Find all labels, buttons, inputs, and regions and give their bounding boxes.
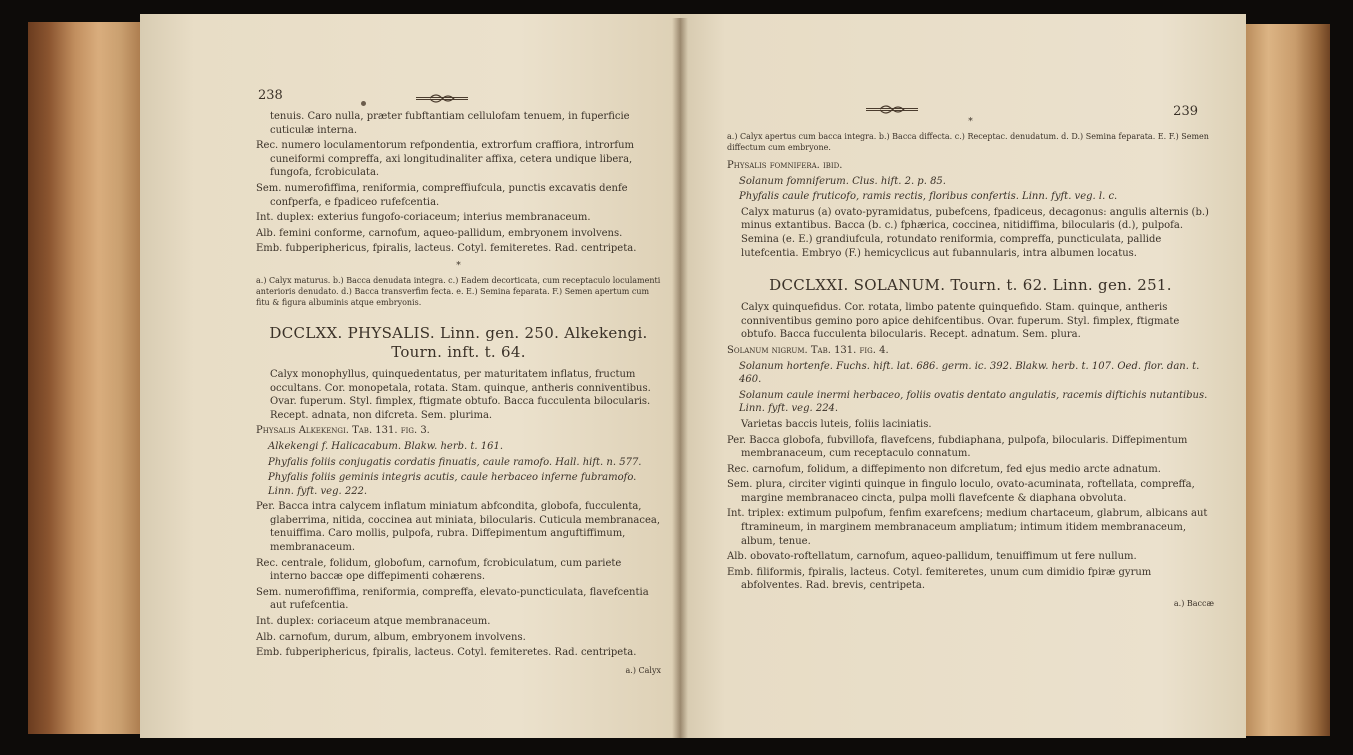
- right-page: [680, 14, 1246, 738]
- page-number: 239: [1173, 104, 1198, 119]
- ink-spot: [361, 101, 366, 106]
- text-line: Alb. femini conforme, carnofum, aqueo-pallidum, embryonem involvens.: [256, 227, 623, 239]
- citation: Solanum fomniferum. Clus. hift. 2. p. 85.: [739, 175, 946, 187]
- text-line: Rec. numero loculamentorum refpondentia, extrorfum craffiora, introrfum cuneiformi compreffa, axi longitudinaliter affixa, cetera undique libera, fungofa, fcrobiculata.: [256, 140, 634, 179]
- page-number: 238: [258, 88, 283, 103]
- left-page-edges: [28, 22, 146, 734]
- ornament-icon: [416, 93, 468, 104]
- species-line: Physalis Alkekengi. Tab. 131. fig. 3.: [256, 425, 430, 437]
- text-line: Alb. carnofum, durum, album, embryonem involvens.: [256, 631, 526, 643]
- figure-note: a.) Calyx maturus. b.) Bacca denudata integra. c.) Eadem decorticata, cum receptaculo loculamenti anterioris denudato. d.) Bacca transverfim fecta. e. E.) Semina feparata. F.) Semen apertum cum fitu & figura albuminis atque embryonis.: [256, 275, 661, 307]
- text-line: Int. duplex: coriaceum atque membranaceum.: [256, 616, 491, 628]
- genus-heading: DCCLXXI. SOLANUM. Tourn. t. 62. Linn. gen. 251.: [769, 276, 1172, 295]
- text-line: Alb. obovato-roftellatum, carnofum, aqueo-pallidum, tenuiffimum ut fere nullum.: [727, 551, 1137, 563]
- species-line: Solanum nigrum. Tab. 131. fig. 4.: [727, 344, 889, 356]
- text-line: Int. duplex: exterius fungofo-coriaceum; interius membranaceum.: [256, 212, 591, 224]
- citation: Phyfalis foliis geminis integris acutis, caule herbaceo inferne fubramofo. Linn. fyft. veg. 222.: [268, 472, 637, 497]
- text-line: Sem. numerofiffima, reniformia, compreffiufcula, punctis excavatis denfe confperfa, e fpadiceo rufefcentia.: [256, 182, 628, 208]
- text-line: Per. Bacca globofa, fubvillofa, flavefcens, fubdiaphana, pulpofa, bilocularis. Diffepimentum membranaceum, cum receptaculo connatum.: [727, 434, 1188, 460]
- right-text-block: [727, 118, 1214, 613]
- text-line: Emb. fubperiphericus, fpiralis, lacteus. Cotyl. femiteretes. Rad. centripeta.: [256, 647, 637, 659]
- citation: Solanum hortenfe. Fuchs. hift. lat. 686. germ. ic. 392. Blakw. herb. t. 107. Oed. flor. dan. t. 460.: [739, 360, 1200, 386]
- note-star: *: [456, 260, 461, 271]
- text-line: Emb. filiformis, fpiralis, lacteus. Cotyl. femiteretes, unum cum dimidio fpiræ gyrum abfolventes. Rad. brevis, centripeta.: [727, 566, 1152, 592]
- text-line: tenuis. Caro nulla, præter fubftantiam cellulofam tenuem, in fuperficie cuticulæ interna.: [270, 111, 630, 136]
- open-book: [28, 10, 1330, 738]
- text-line: Per. Bacca intra calycem inflatum miniatum abfcondita, globofa, fucculenta, glaberrima, nitida, coccinea aut miniata, bilocularis. Cuticula membranacea, tenuiffima. Caro mollis, pulpofa, rubra. Diffepimentum anguftiffimum, membranaceum.: [256, 501, 661, 554]
- genus-description: Calyx monophyllus, quinquedentatus, per maturitatem inflatus, fructum occultans. Cor. monopetala, rotata. Stam. quinque, antheris conniventibus. Ovar. fuperum. Styl. fimplex, ftigmate obtufo. Bacca fucculenta bilocularis. Recept. adnata, non difcreta. Sem. plurima.: [270, 368, 651, 421]
- text-line: Emb. fubperiphericus, fpiralis, lacteus. Cotyl. femiteretes. Rad. centripeta.: [256, 243, 637, 255]
- figure-note: a.) Calyx apertus cum bacca integra. b.) Bacca diffecta. c.) Receptac. denudatum. d. D.) Semina feparata. E. F.) Semen diffectum cum embryone.: [727, 132, 1209, 152]
- citation: Alkekengi f. Halicacabum. Blakw. herb. t. 161.: [268, 440, 504, 452]
- left-page: [140, 14, 682, 738]
- citation: Solanum caule inermi herbaceo, foliis ovatis dentato angulatis, racemis diftichis nutantibus. Linn. fyft. veg. 224.: [739, 389, 1208, 415]
- genus-description: Calyx quinquefidus. Cor. rotata, limbo patente quinquefido. Stam. quinque, antheris conniventibus gemino poro apice dehifcentibus. Ovar. fuperum. Styl. fimplex, ftigmate obtufo. Bacca fucculenta bilocularis. Recept. adnatum. Sem. plura.: [741, 302, 1180, 341]
- species-line: Physalis fomnifera. ibid.: [727, 160, 843, 171]
- species-description: Calyx maturus (a) ovato-pyramidatus, pubefcens, fpadiceus, decagonus: angulis alternis (b.) minus extantibus. Bacca (b. c.) fphærica, coccinea, nitidiffima, bilocularis (d.), pulpofa. Semina (e. E.) grandiufcula, rotundato reniformia, compreffa, puncticulata, pallide lutefcentia. Embryo (F.) hemicyclicus aut fubannularis, intra albumen locatus.: [741, 206, 1209, 259]
- catchword: a.) Baccæ: [1173, 599, 1214, 609]
- text-line: Int. triplex: extimum pulpofum, fenfim exarefcens; medium chartaceum, glabrum, albicans aut ftramineum, in marginem membranaceum ampliatum; intimum itidem membranaceum, album, tenue.: [727, 508, 1208, 547]
- text-line: Sem. plura, circiter viginti quinque in fingulo loculo, ovato-acuminata, roftellata, compreffa, margine membranaceo cincta, pulpa molli flavefcente & diaphana obvoluta.: [727, 479, 1195, 504]
- catchword: a.) Calyx: [625, 665, 661, 675]
- genus-heading: DCCLXX. PHYSALIS. Linn. gen. 250. Alkekengi. Tourn. inft. t. 64.: [269, 323, 648, 361]
- ornament-icon: [866, 104, 918, 115]
- book-gutter: [672, 18, 688, 738]
- citation: Phyfalis foliis conjugatis cordatis finuatis, caule ramofo. Hall. hift. n. 577.: [268, 456, 642, 468]
- right-page-edges: [1242, 24, 1330, 736]
- citation: Phyfalis caule fruticofo, ramis rectis, floribus confertis. Linn. fyft. veg. l. c.: [739, 191, 1118, 203]
- text-line: Sem. numerofiffima, reniformia, compreffa, elevato-puncticulata, flavefcentia aut rufefcentia.: [256, 586, 649, 612]
- note-star: *: [968, 117, 973, 127]
- text-line: Rec. centrale, folidum, globofum, carnofum, fcrobiculatum, cum pariete interno baccæ ope diffepimenti cohærens.: [256, 557, 622, 583]
- left-text-block: [256, 110, 661, 679]
- text-line: Rec. carnofum, folidum, a diffepimento non difcretum, fed ejus medio arcte adnatum.: [727, 463, 1161, 475]
- varietas-line: Varietas baccis luteis, foliis laciniatis.: [741, 418, 932, 430]
